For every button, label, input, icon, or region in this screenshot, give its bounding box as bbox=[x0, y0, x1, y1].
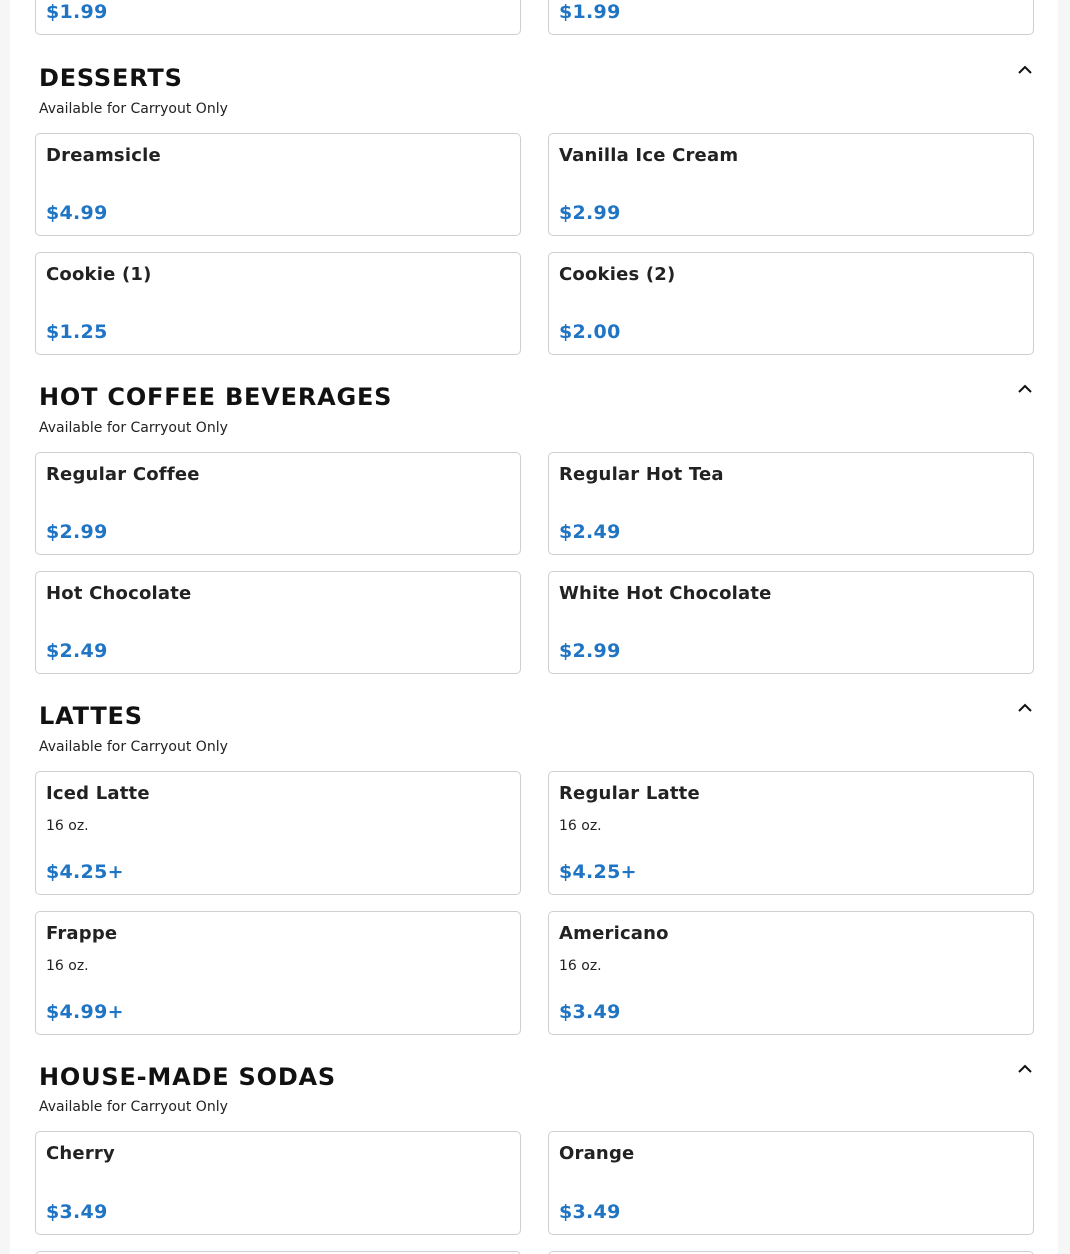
menu-item-card[interactable] bbox=[548, 1131, 1034, 1235]
item-price: $4.99+ bbox=[46, 1001, 124, 1023]
menu-row bbox=[35, 133, 1034, 236]
item-price: $2.99 bbox=[559, 202, 621, 224]
chevron-up-icon[interactable] bbox=[1016, 701, 1034, 715]
item-name: Regular Hot Tea bbox=[559, 464, 724, 485]
menu-row bbox=[35, 911, 1034, 1035]
section-title-house-made-sodas: HOUSE-MADE SODAS bbox=[39, 1063, 337, 1091]
section-title-lattes: LATTES bbox=[39, 702, 143, 730]
item-price: $3.49 bbox=[46, 1201, 108, 1223]
item-name: Frappe bbox=[46, 923, 118, 944]
menu-item-card[interactable] bbox=[548, 911, 1034, 1035]
menu-row bbox=[35, 771, 1034, 895]
item-name: Cookies (2) bbox=[559, 264, 676, 285]
menu-item-card[interactable] bbox=[35, 252, 521, 355]
menu-item-card[interactable] bbox=[35, 133, 521, 236]
menu-row bbox=[35, 452, 1034, 555]
item-name: Vanilla Ice Cream bbox=[559, 145, 739, 166]
menu-row bbox=[35, 571, 1034, 674]
item-price: $3.49 bbox=[559, 1001, 621, 1023]
item-description: 16 oz. bbox=[46, 818, 89, 834]
item-price: $2.49 bbox=[46, 640, 108, 662]
item-price: $1.25 bbox=[46, 321, 108, 343]
section-subtitle: Available for Carryout Only bbox=[39, 1099, 228, 1115]
item-name: Americano bbox=[559, 923, 669, 944]
item-name: Hot Chocolate bbox=[46, 583, 192, 604]
item-price: $4.25+ bbox=[46, 861, 124, 883]
item-name: White Hot Chocolate bbox=[559, 583, 772, 604]
item-description: 16 oz. bbox=[559, 958, 602, 974]
menu-item-card[interactable] bbox=[35, 452, 521, 555]
item-price: $2.49 bbox=[559, 521, 621, 543]
item-name: Regular Latte bbox=[559, 783, 700, 804]
menu-item-card[interactable] bbox=[35, 0, 521, 35]
chevron-up-icon[interactable] bbox=[1016, 63, 1034, 77]
item-name: Cookie (1) bbox=[46, 264, 152, 285]
menu-item-card[interactable] bbox=[548, 0, 1034, 35]
menu-item-card[interactable] bbox=[548, 452, 1034, 555]
section-subtitle: Available for Carryout Only bbox=[39, 739, 228, 755]
menu-row bbox=[35, 0, 1034, 35]
menu-page bbox=[10, 0, 1058, 1254]
menu-item-card[interactable] bbox=[548, 571, 1034, 674]
menu-item-card[interactable] bbox=[35, 771, 521, 895]
menu-item-card[interactable] bbox=[548, 771, 1034, 895]
item-name: Dreamsicle bbox=[46, 145, 161, 166]
item-price: $3.49 bbox=[559, 1201, 621, 1223]
item-name: Cherry bbox=[46, 1143, 115, 1164]
section-title-desserts: DESSERTS bbox=[39, 64, 183, 92]
item-description: 16 oz. bbox=[46, 958, 89, 974]
item-price: $2.99 bbox=[559, 640, 621, 662]
item-name: Iced Latte bbox=[46, 783, 150, 804]
menu-item-card[interactable] bbox=[35, 1131, 521, 1235]
menu-item-card[interactable] bbox=[548, 133, 1034, 236]
item-price: $2.00 bbox=[559, 321, 621, 343]
item-name: Orange bbox=[559, 1143, 635, 1164]
section-title-hot-coffee-beverages: HOT COFFEE BEVERAGES bbox=[39, 383, 393, 411]
menu-row bbox=[35, 1131, 1034, 1235]
chevron-up-icon[interactable] bbox=[1016, 382, 1034, 396]
section-subtitle: Available for Carryout Only bbox=[39, 420, 228, 436]
menu-item-card[interactable] bbox=[35, 911, 521, 1035]
item-name: Regular Coffee bbox=[46, 464, 200, 485]
item-price: $1.99 bbox=[46, 1, 108, 23]
item-price: $4.99 bbox=[46, 202, 108, 224]
menu-item-card[interactable] bbox=[548, 252, 1034, 355]
item-price: $1.99 bbox=[559, 1, 621, 23]
menu-item-card[interactable] bbox=[35, 571, 521, 674]
item-price: $2.99 bbox=[46, 521, 108, 543]
item-description: 16 oz. bbox=[559, 818, 602, 834]
chevron-up-icon[interactable] bbox=[1016, 1062, 1034, 1076]
item-price: $4.25+ bbox=[559, 861, 637, 883]
section-subtitle: Available for Carryout Only bbox=[39, 101, 228, 117]
menu-row bbox=[35, 252, 1034, 355]
